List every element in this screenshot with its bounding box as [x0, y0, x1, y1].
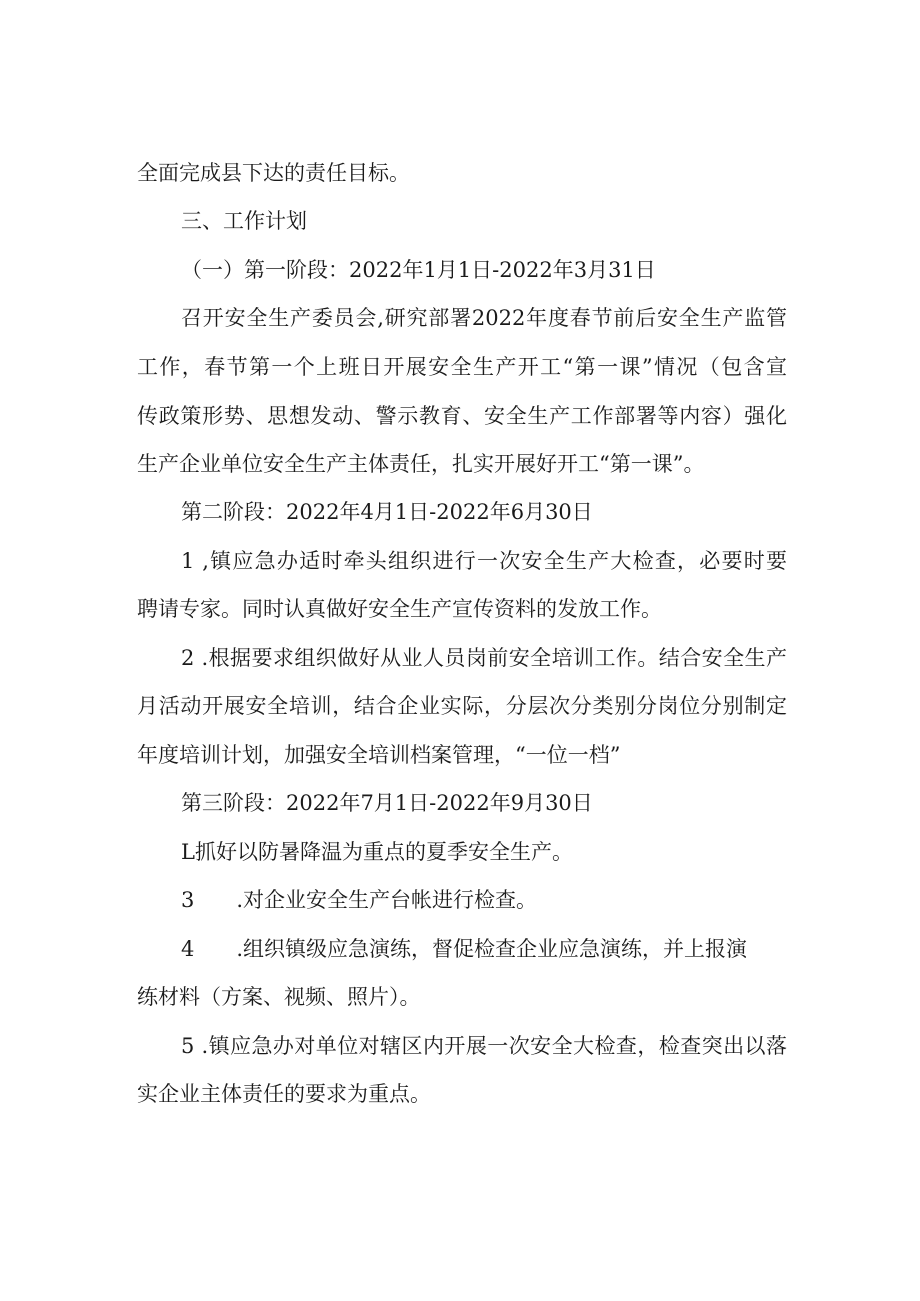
paragraph-line: 生产企业单位安全生产主体责任，扎实开展好开工“第一课”。: [137, 452, 705, 476]
paragraph-line: 年度培训计划，加强安全培训档案管理，“一位一档”: [137, 743, 621, 767]
stage-heading: （一）第一阶段：2022年1月1日-2022年3月31日: [181, 258, 656, 282]
paragraph-line: 5 .镇应急办对单位对辖区内开展一次安全大检查，检查突出以落: [181, 1034, 787, 1058]
paragraph-line: 2 .根据要求组织做好从业人员岗前安全培训工作。结合安全生产: [181, 646, 787, 670]
paragraph-line: 全面完成县下达的责任目标。: [137, 161, 410, 185]
paragraph-line: 3 .对企业安全生产台帐进行检查。: [181, 888, 538, 912]
paragraph-line: 练材料（方案、视频、照片）。: [137, 985, 421, 1009]
paragraph-line: 聘请专家。同时认真做好安全生产宣传资料的发放工作。: [137, 597, 662, 621]
paragraph-line: 4 .组织镇级应急演练，督促检查企业应急演练，并上报演: [181, 937, 748, 961]
stage-heading: 第三阶段：2022年7月1日-2022年9月30日: [181, 791, 593, 815]
paragraph-line: 月活动开展安全培训，结合企业实际，分层次分类别分岗位分别制定: [137, 694, 787, 718]
paragraph-line: 召开安全生产委员会,研究部署2022年度春节前后安全生产监管: [181, 306, 787, 330]
paragraph-line: 1 ,镇应急办适时牵头组织进行一次安全生产大检查，必要时要: [181, 549, 787, 573]
stage-heading: 第二阶段：2022年4月1日-2022年6月30日: [181, 500, 593, 524]
section-heading: 三、工作计划: [181, 209, 307, 233]
paragraph-line: 工作，春节第一个上班日开展安全生产开工“第一课”情况（包含宣: [137, 355, 787, 379]
paragraph-line: 实企业主体责任的要求为重点。: [137, 1082, 431, 1106]
paragraph-line: L抓好以防暑降温为重点的夏季安全生产。: [181, 840, 573, 864]
paragraph-line: 传政策形势、思想发动、警示教育、安全生产工作部署等内容）强化: [137, 404, 787, 428]
